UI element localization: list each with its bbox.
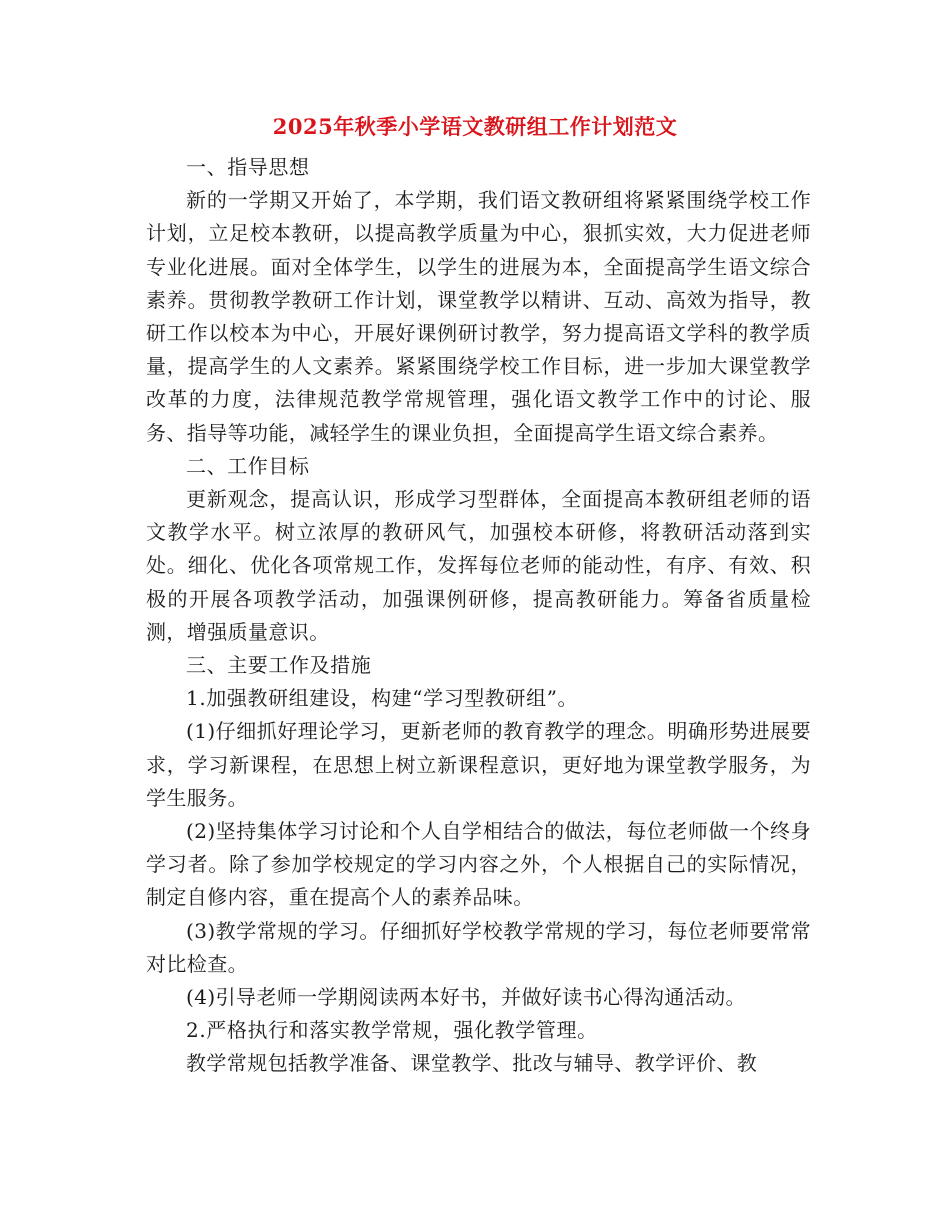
document-title: 2025年秋季小学语文教研组工作计划范文 [272,114,678,139]
list-item-theory-study: (1)仔细抓好理论学习，更新老师的教育教学的理念。明确形势进展要求，学习新课程，在思想上树立新课程意识，更好地为课堂教学服务，为学生服务。 [146,719,811,810]
subheading-build-learning-group: 1.加强教研组建设，构建“学习型教研组”。 [186,686,579,711]
list-item-routine-study: (3)教学常规的学习。仔细抓好学校教学常规的学习，每位老师要常常对比检查。 [146,918,811,976]
list-item-reading: (4)引导老师一学期阅读两本好书，并做好读书心得沟通活动。 [186,985,746,1010]
paragraph-work-goals: 更新观念，提高认识，形成学习型群体，全面提高本教研组老师的语文教学水平。树立浓厚的教研风气，加强校本研修，将教研活动落到实处。细化、优化各项常规工作，发挥每位老师的能动性，有序、有效、积极的开展各项教学活动，加强课例研修，提高教研能力。筹备省质量检测，增强质量意识。 [146,487,811,644]
section-heading-work-goals: 二、工作目标 [186,453,310,478]
list-item-collective-study: (2)坚持集体学习讨论和个人自学相结合的做法，每位老师做一个终身学习者。除了参加学校规定的学习内容之外，个人根据自己的实际情况，制定自修内容，重在提高个人的素养品味。 [146,819,811,910]
document-body [146,151,811,1081]
subheading-teaching-routine: 2.严格执行和落实教学常规，强化教学管理。 [186,1018,598,1043]
paragraph-guiding-ideology: 新的一学期又开始了，本学期，我们语文教研组将紧紧围绕学校工作计划，立足校本教研，以提高教学质量为中心，狠抓实效，大力促进老师专业化进展。面对全体学生，以学生的进展为本，全面提高学生语文综合素养。贯彻教学教研工作计划，课堂教学以精讲、互动、高效为指导，教研工作以校本为中心，开展好课例研讨教学，努力提高语文学科的教学质量，提高学生的人文素养。紧紧围绕学校工作目标，进一步加大课堂教学改革的力度，法律规范教学常规管理，强化语文教学工作中的讨论、服务、指导等功能，减轻学生的课业负担，全面提高学生语文综合素养。 [146,188,811,445]
paragraph-teaching-routine: 教学常规包括教学准备、课堂教学、批改与辅导、教学评价、教 [186,1051,758,1076]
section-heading-main-work: 三、主要工作及措施 [186,653,372,678]
section-heading-guiding-ideology: 一、指导思想 [186,155,310,179]
